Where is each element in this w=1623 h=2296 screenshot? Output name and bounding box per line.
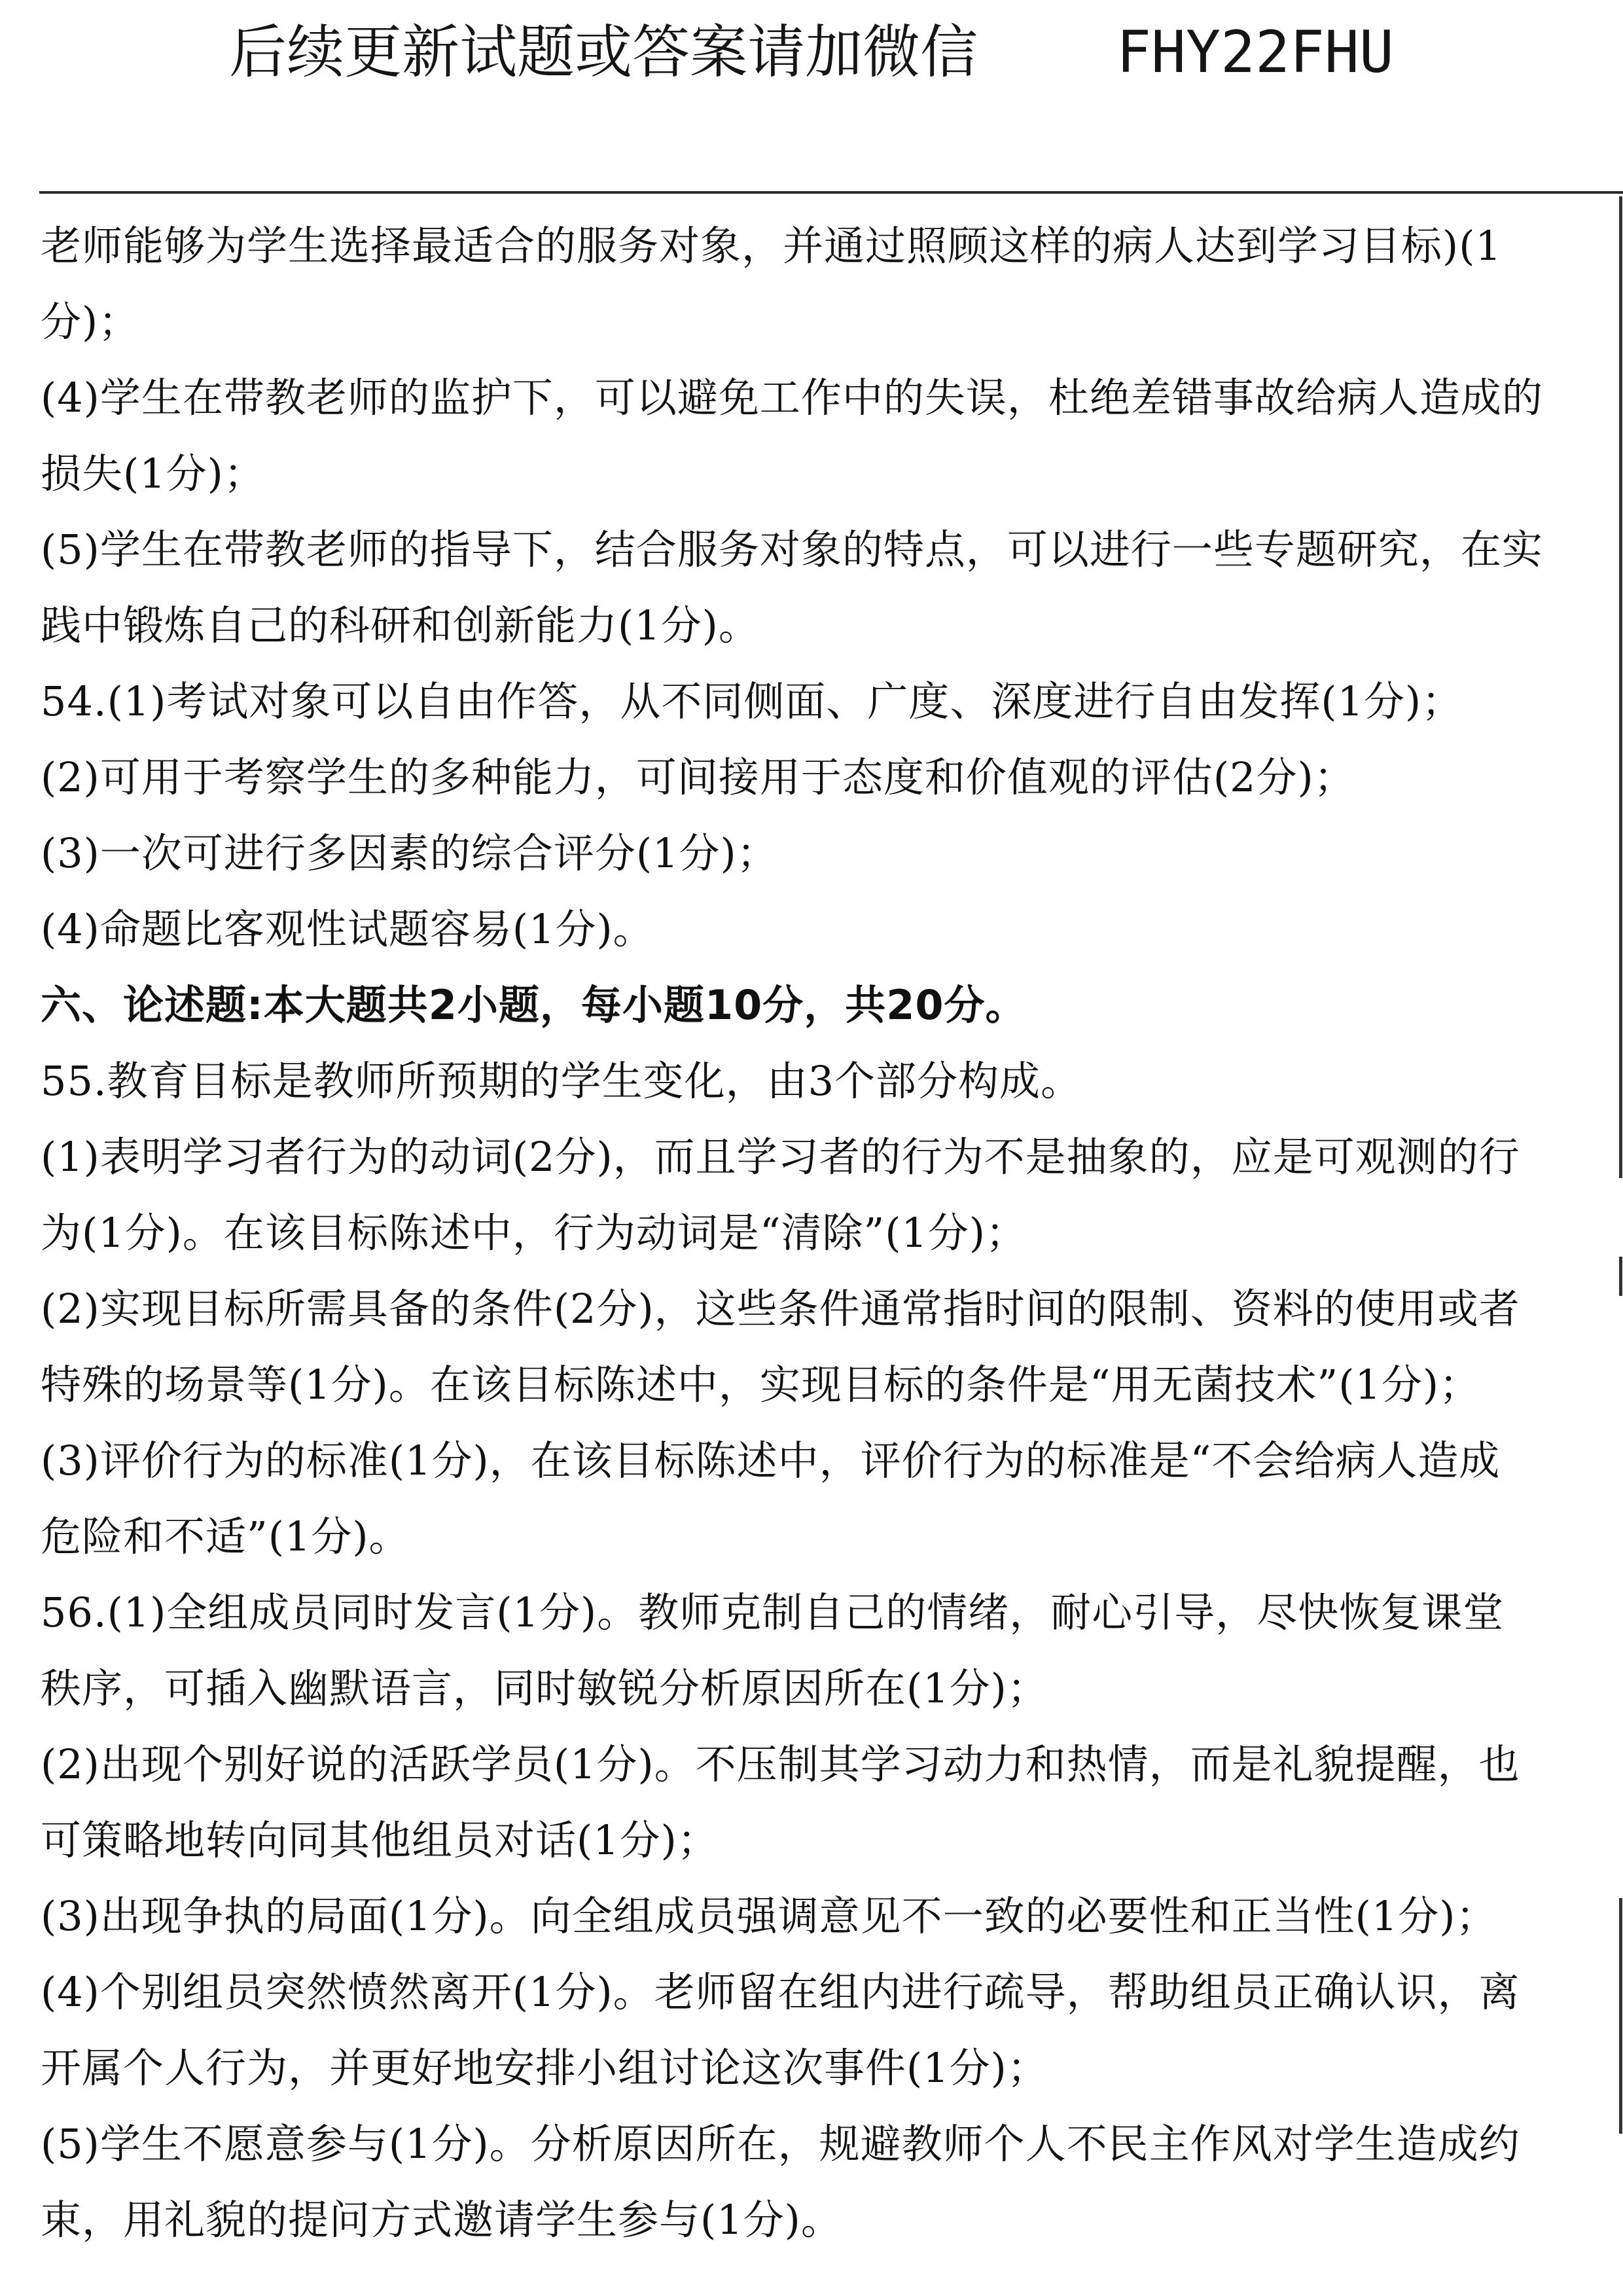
page-header-watermark: 后续更新试题或答案请加微信 FHY22FHU [229, 18, 1394, 86]
text-line: 开属个人行为，并更好地安排小组讨论这次事件(1分)； [41, 2044, 1048, 2092]
text-line: (3)评价行为的标准(1分)，在该目标陈述中，评价行为的标准是“不会给病人造成 [41, 1437, 1501, 1484]
text-line: 束，用礼貌的提问方式邀请学生参与(1分)。 [41, 2196, 842, 2244]
text-line: (1)表明学习者行为的动词(2分)，而且学习者的行为不是抽象的，应是可观测的行 [41, 1133, 1520, 1181]
text-line: 危险和不适”(1分)。 [41, 1513, 410, 1560]
text-line: 为(1分)。在该目标陈述中，行为动词是“清除”(1分)； [41, 1209, 1027, 1257]
text-line: (5)学生在带教老师的指导下，结合服务对象的特点，可以进行一些专题研究，在实 [41, 526, 1543, 573]
text-line: 分)； [41, 298, 140, 346]
text-line: 秩序，可插入幽默语言，同时敏锐分析原因所在(1分)； [41, 1664, 1048, 1712]
section-heading: 六、论述题:本大题共2小题，每小题10分，共20分。 [41, 981, 1027, 1029]
right-edge-line-1 [1619, 196, 1622, 1178]
text-line: (4)学生在带教老师的监护下，可以避免工作中的失误，杜绝差错事故给病人造成的 [41, 374, 1543, 422]
top-rule-divider [39, 191, 1623, 194]
text-line: (2)可用于考察学生的多种能力，可间接用于态度和价值观的评估(2分)； [41, 753, 1355, 801]
right-edge-line-2 [1619, 1257, 1622, 1296]
text-line: 54.(1)考试对象可以自由作答，从不同侧面、广度、深度进行自由发挥(1分)； [41, 677, 1463, 725]
text-line: (3)出现争执的局面(1分)。向全组成员强调意见不一致的必要性和正当性(1分)； [41, 1892, 1497, 1940]
text-line: (2)出现个别好说的活跃学员(1分)。不压制其学习动力和热情，而是礼貌提醒，也 [41, 1740, 1520, 1788]
text-line: (5)学生不愿意参与(1分)。分析原因所在，规避教师个人不民主作风对学生造成约 [41, 2120, 1520, 2168]
text-line: 损失(1分)； [41, 450, 265, 497]
text-line: 老师能够为学生选择最适合的服务对象，并通过照顾这样的病人达到学习目标)(1 [41, 222, 1502, 270]
right-edge-line-3 [1619, 1898, 1622, 2134]
text-line: (2)实现目标所需具备的条件(2分)，这些条件通常指时间的限制、资料的使用或者 [41, 1285, 1520, 1333]
text-line: 践中锻炼自己的科研和创新能力(1分)。 [41, 601, 760, 649]
text-line: 55.教育目标是教师所预期的学生变化，由3个部分构成。 [41, 1057, 1082, 1105]
text-line: 可策略地转向同其他组员对话(1分)； [41, 1816, 719, 1864]
text-line: (4)命题比客观性试题容易(1分)。 [41, 905, 654, 953]
text-line: (4)个别组员突然愤然离开(1分)。老师留在组内进行疏导，帮助组员正确认识，离 [41, 1968, 1520, 2016]
answer-text-body [41, 208, 1589, 2258]
text-line: (3)一次可进行多因素的综合评分(1分)； [41, 829, 778, 877]
text-line: 特殊的场景等(1分)。在该目标陈述中，实现目标的条件是“用无菌技术”(1分)； [41, 1361, 1481, 1408]
text-line: 56.(1)全组成员同时发言(1分)。教师克制自己的情绪，耐心引导，尽快恢复课堂 [41, 1588, 1505, 1636]
